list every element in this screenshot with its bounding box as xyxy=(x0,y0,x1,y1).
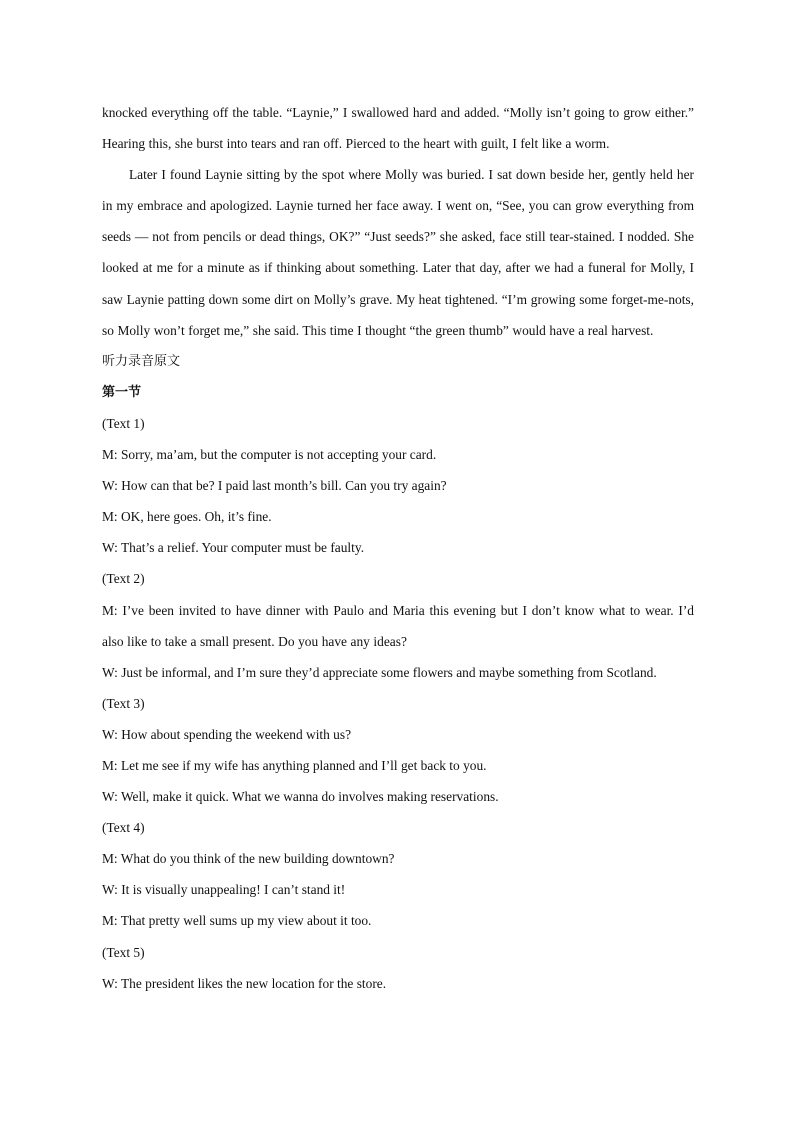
transcript-line: (Text 4) xyxy=(102,820,145,836)
transcript-line: (Text 3) xyxy=(102,695,145,711)
transcript-line: (Text 2) xyxy=(102,571,145,587)
transcript-line: W: How about spending the weekend with us? xyxy=(102,726,352,742)
transcript-title: 听力录音原文 xyxy=(102,353,181,369)
transcript-line: W: That’s a relief. Your computer must be faulty. xyxy=(102,540,365,556)
story-paragraph-2: Later I found Laynie sitting by the spot where Molly was buried. I sat down beside her, gently held her in my embrace and apologized. Laynie turned her face away. I went on, “See, you can grow everything from seeds ― not from pencils or dead things, OK?” “Just seeds?” she asked, face still tear-stained. I nodded. She looked at me for a minute as if thinking about something. Later that day, after we had a funeral for Molly, I saw Laynie patting down some dirt on Molly’s grave. My heat tightened. “I’m growing some forget-me-nots, so Molly won’t forget me,” she said. This time I thought “the green thumb” would have a real harvest. xyxy=(102,167,694,338)
transcript-line: W: How can that be? I paid last month’s bill. Can you try again? xyxy=(102,478,447,494)
story-paragraph-1: knocked everything off the table. “Laynie,” I swallowed hard and added. “Molly isn’t going to grow either.” Hearing this, she burst into tears and ran off. Pierced to the heart with guilt, I felt like a worm. xyxy=(102,105,694,152)
transcript-line: W: The president likes the new location for the store. xyxy=(102,975,387,991)
transcript-line: (Text 1) xyxy=(102,415,145,431)
section-heading: 第一节 xyxy=(102,384,142,400)
transcript-line: (Text 5) xyxy=(102,944,145,960)
transcript-line: W: It is visually unappealing! I can’t stand it! xyxy=(102,882,346,898)
transcript-line: M: That pretty well sums up my view about it too. xyxy=(102,913,372,929)
transcript-line: W: Just be informal, and I’m sure they’d appreciate some flowers and maybe something from Scotland. xyxy=(102,664,657,680)
document-page xyxy=(102,97,694,999)
transcript-line: M: What do you think of the new building downtown? xyxy=(102,851,395,867)
transcript-line: M: Sorry, ma’am, but the computer is not accepting your card. xyxy=(102,447,437,463)
transcript-line: M: Let me see if my wife has anything planned and I’ll get back to you. xyxy=(102,757,487,773)
transcript-line: M: OK, here goes. Oh, it’s fine. xyxy=(102,509,272,525)
transcript-paragraph: M: I’ve been invited to have dinner with Paulo and Maria this evening but I don’t know what to wear. I’d also like to take a small present. Do you have any ideas? xyxy=(102,602,694,649)
transcript-line: W: Well, make it quick. What we wanna do involves making reservations. xyxy=(102,789,499,805)
